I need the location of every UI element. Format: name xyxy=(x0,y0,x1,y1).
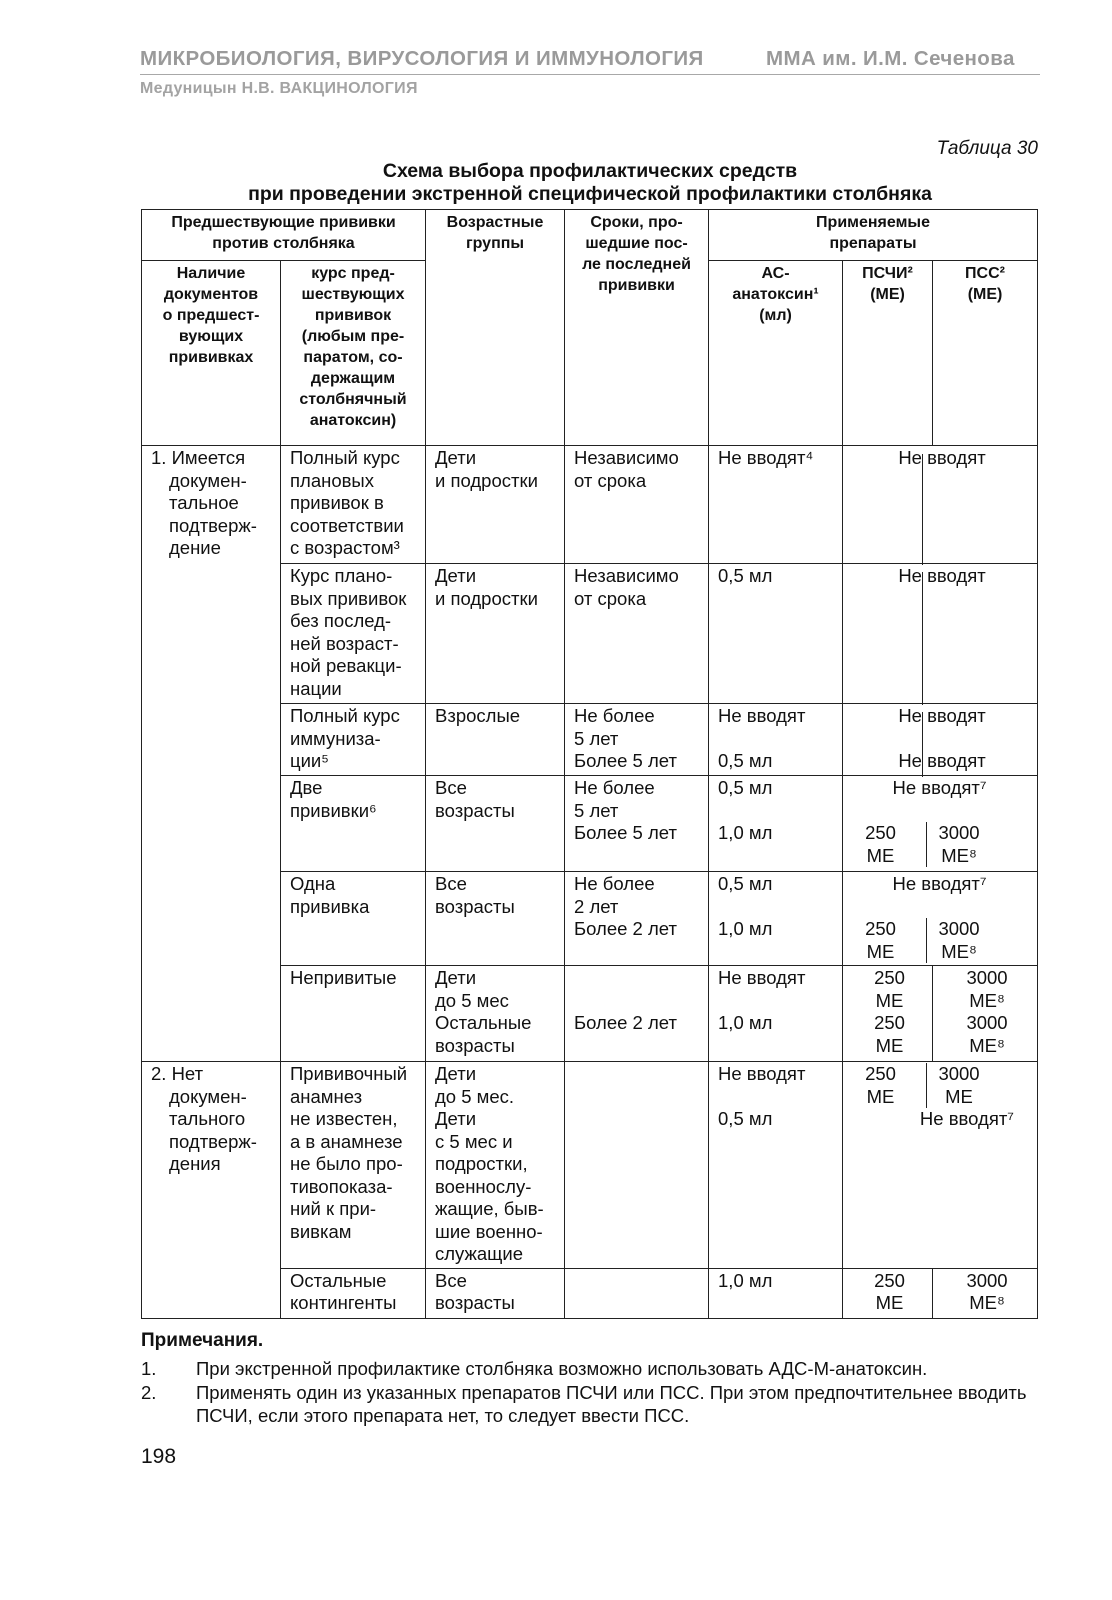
r7-course: Прививочный анамнез не известен, а в анамнезе не было про- тивопоказа- ний к при- вивкам xyxy=(281,1062,426,1269)
r5-serum: Не вводят⁷ 250 МЕ 3000 МЕ⁸ xyxy=(843,872,1038,966)
r1-term: Независимо от срока xyxy=(565,446,709,564)
r8-course: Остальные контингенты xyxy=(281,1268,426,1318)
r6-pschi: 250 МЕ 250 МЕ xyxy=(843,966,933,1062)
table-row xyxy=(142,1062,1038,1269)
header-row-1 xyxy=(142,210,1038,261)
r7-serum: 250 МЕ 3000 МЕ Не вводят⁷ xyxy=(843,1062,1038,1269)
r4-as: 0,5 мл 1,0 мл xyxy=(709,776,843,872)
col-header-pschi: ПСЧИ² (МЕ) xyxy=(843,261,933,446)
r7-age: Дети до 5 мес. Дети с 5 мес и подростки, военнослу- жащие, быв- шие военно- служащие xyxy=(426,1062,565,1269)
col-header-preparations: Применяемые препараты xyxy=(709,210,1038,261)
r6-term: Более 2 лет xyxy=(565,966,709,1062)
note-1-number: 1. xyxy=(141,1358,157,1379)
r4-age: Все возрасты xyxy=(426,776,565,872)
r2-term: Независимо от срока xyxy=(565,564,709,704)
r2-as: 0,5 мл xyxy=(709,564,843,704)
table-row xyxy=(142,446,1038,564)
running-header-subject: МИКРОБИОЛОГИЯ, ВИРУСОЛОГИЯ И ИММУНОЛОГИЯ xyxy=(140,47,704,70)
r4-serum: Не вводят⁷ 250 МЕ 3000 МЕ⁸ xyxy=(843,776,1038,872)
table-label: Таблица 30 xyxy=(936,138,1038,159)
note-2-text: Применять один из указанных препаратов ПСЧИ или ПСС. При этом предпочтительнее вводить ПСЧИ, если этого препарата нет, то следует ввести ПСС. xyxy=(196,1382,1027,1426)
prophylaxis-table xyxy=(141,209,1038,1319)
r8-age: Все возрасты xyxy=(426,1268,565,1318)
r7-as: Не вводят 0,5 мл xyxy=(709,1062,843,1269)
table-title-line-1: Схема выбора профилактических средств xyxy=(382,160,798,182)
r1-serum: Не вводят xyxy=(843,446,1038,564)
col-header-as: АС- анатоксин¹ (мл) xyxy=(709,261,843,446)
running-header-book: Медуницын Н.В. ВАКЦИНОЛОГИЯ xyxy=(140,80,418,97)
col-header-term: Сроки, про- шедшие пос- ле последней прививки xyxy=(565,210,709,446)
group-2-cell: 2. Нет докумен- тального подтверж- дения xyxy=(142,1062,281,1319)
r3-age: Взрослые xyxy=(426,704,565,776)
table-title xyxy=(140,160,1040,206)
r3-as: Не вводят 0,5 мл xyxy=(709,704,843,776)
r6-age: Дети до 5 мес Остальные возрасты xyxy=(426,966,565,1062)
r6-as: Не вводят 1,0 мл xyxy=(709,966,843,1062)
r3-serum: Не вводят Не вводят xyxy=(843,704,1038,776)
r1-as: Не вводят⁴ xyxy=(709,446,843,564)
r8-term xyxy=(565,1268,709,1318)
r8-pss: 3000 МЕ⁸ xyxy=(933,1268,1038,1318)
r6-course: Непривитые xyxy=(281,966,426,1062)
col-header-docs: Наличие документов о предшест- вующих прививках xyxy=(142,261,281,446)
r7-term xyxy=(565,1062,709,1269)
table-title-line-2: при проведении экстренной специфической профилактики столбняка xyxy=(248,183,932,205)
col-header-age: Возрастные группы xyxy=(426,210,565,446)
group-1-cell: 1. Имеется докумен- тальное подтверж- дение xyxy=(142,446,281,1062)
header-rule xyxy=(140,74,1040,75)
r5-age: Все возрасты xyxy=(426,872,565,966)
r2-serum: Не вводят xyxy=(843,564,1038,704)
r3-course: Полный курс иммуниза- ции⁵ xyxy=(281,704,426,776)
r2-age: Дети и подростки xyxy=(426,564,565,704)
running-header-institution: ММА им. И.М. Сеченова xyxy=(766,47,1015,70)
r5-term: Не более 2 лет Более 2 лет xyxy=(565,872,709,966)
r4-course: Две прививки⁶ xyxy=(281,776,426,872)
r1-age: Дети и подростки xyxy=(426,446,565,564)
col-header-pss: ПСС² (МЕ) xyxy=(933,261,1038,446)
col-header-course: курс пред- шествующих прививок (любым пре- паратом, со- держащим столбнячный анатоксин) xyxy=(281,261,426,446)
page-number: 198 xyxy=(141,1445,177,1468)
r6-pss: 3000 МЕ⁸ 3000 МЕ⁸ xyxy=(933,966,1038,1062)
running-header xyxy=(140,47,1040,71)
r4-term: Не более 5 лет Более 5 лет xyxy=(565,776,709,872)
col-header-prior: Предшествующие прививки против столбняка xyxy=(142,210,426,261)
r8-as: 1,0 мл xyxy=(709,1268,843,1318)
r2-course: Курс плано- вых прививок без послед- ней возраст- ной ревакци- нации xyxy=(281,564,426,704)
note-2-number: 2. xyxy=(141,1382,157,1403)
r8-pschi: 250 МЕ xyxy=(843,1268,933,1318)
note-1-text: При экстренной профилактике столбняка возможно использовать АДС-М-анатоксин. xyxy=(196,1358,928,1379)
r3-term: Не более 5 лет Более 5 лет xyxy=(565,704,709,776)
r5-as: 0,5 мл 1,0 мл xyxy=(709,872,843,966)
r1-course: Полный курс плановых прививок в соответствии с возрастом³ xyxy=(281,446,426,564)
r5-course: Одна прививка xyxy=(281,872,426,966)
notes-title: Примечания. xyxy=(141,1330,264,1351)
